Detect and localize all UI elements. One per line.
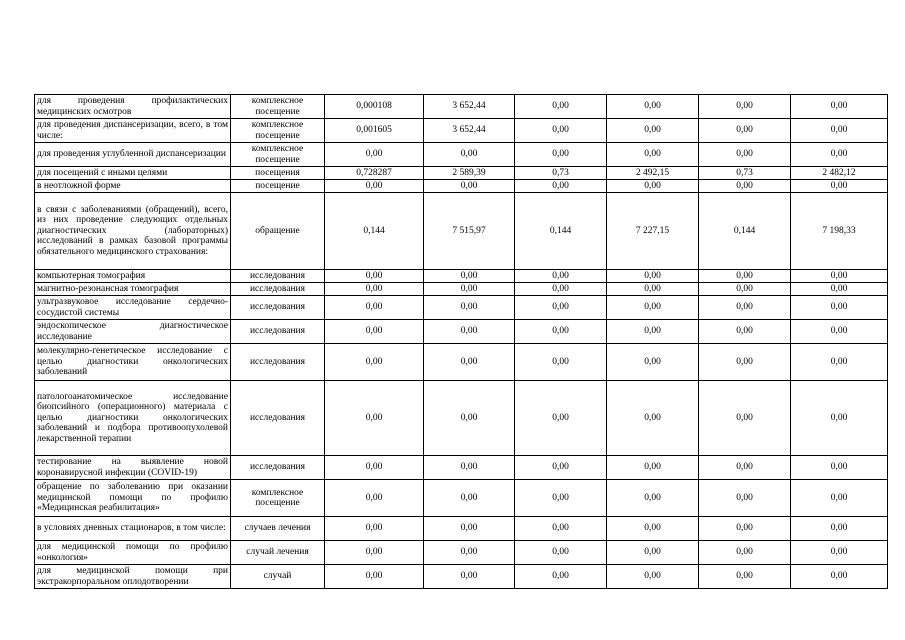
value-cell: 0,00: [515, 517, 607, 541]
value-cell: 0,00: [607, 296, 699, 320]
value-cell: 0,00: [607, 541, 699, 565]
value-cell: 3 652,44: [424, 95, 515, 119]
value-cell: 0,00: [424, 283, 515, 296]
value-cell: 0,00: [515, 320, 607, 344]
unit-cell: посещение: [231, 180, 325, 193]
value-cell: 0,00: [424, 270, 515, 283]
value-cell: 0,00: [699, 381, 791, 456]
table-row: [35, 480, 888, 517]
value-cell: 0,00: [791, 381, 888, 456]
value-cell: 7 227,15: [607, 193, 699, 270]
row-name-cell: для посещений с иными целями: [35, 167, 231, 180]
value-cell: 0,00: [325, 320, 424, 344]
value-cell: 0,00: [699, 270, 791, 283]
table-row: [35, 541, 888, 565]
value-cell: 0,00: [699, 283, 791, 296]
row-name-cell: для медицинской помощи при экстракорпоральном оплодотворении: [35, 565, 231, 589]
value-cell: 0,00: [607, 565, 699, 589]
row-name-cell: для проведения диспансеризации, всего, в том числе:: [35, 119, 231, 143]
row-name-cell: эндоскопическое диагностическое исследование: [35, 320, 231, 344]
value-cell: 0,00: [515, 344, 607, 381]
unit-cell: исследования: [231, 270, 325, 283]
value-cell: 0,00: [515, 283, 607, 296]
table-row: [35, 95, 888, 119]
value-cell: 0,728287: [325, 167, 424, 180]
value-cell: 0,00: [424, 143, 515, 167]
value-cell: 0,00: [424, 565, 515, 589]
value-cell: 0,00: [325, 270, 424, 283]
value-cell: 0,00: [791, 344, 888, 381]
table-row: [35, 296, 888, 320]
value-cell: 0,00: [607, 270, 699, 283]
unit-cell: посещения: [231, 167, 325, 180]
value-cell: 0,00: [424, 541, 515, 565]
row-name-cell: молекулярно-генетическое исследование с целью диагностики онкологических заболеваний: [35, 344, 231, 381]
value-cell: 0,00: [791, 95, 888, 119]
value-cell: 0,00: [607, 143, 699, 167]
value-cell: 0,00: [424, 381, 515, 456]
row-name-cell: тестирование на выявление новой коронавирусной инфекции (COVID-19): [35, 456, 231, 480]
row-name-cell: магнитно-резонансная томография: [35, 283, 231, 296]
table-row: [35, 270, 888, 283]
value-cell: 0,00: [699, 296, 791, 320]
value-cell: 0,144: [325, 193, 424, 270]
value-cell: 0,00: [699, 180, 791, 193]
value-cell: 0,00: [515, 180, 607, 193]
value-cell: 0,00: [515, 456, 607, 480]
value-cell: 0,00: [607, 180, 699, 193]
value-cell: 0,00: [325, 456, 424, 480]
value-cell: 2 482,12: [791, 167, 888, 180]
table-row: [35, 456, 888, 480]
row-name-cell: для медицинской помощи по профилю «онкология»: [35, 541, 231, 565]
value-cell: 0,00: [607, 381, 699, 456]
unit-cell: комплексное посещение: [231, 480, 325, 517]
value-cell: 0,00: [699, 480, 791, 517]
value-cell: 0,00: [607, 119, 699, 143]
value-cell: 0,001605: [325, 119, 424, 143]
value-cell: 0,00: [699, 456, 791, 480]
value-cell: 0,00: [424, 180, 515, 193]
value-cell: 0,00: [791, 180, 888, 193]
table-row: [35, 381, 888, 456]
value-cell: 0,00: [424, 320, 515, 344]
value-cell: 0,00: [607, 283, 699, 296]
value-cell: 0,00: [791, 270, 888, 283]
value-cell: 0,00: [699, 517, 791, 541]
unit-cell: случай лечения: [231, 541, 325, 565]
value-cell: 0,00: [607, 320, 699, 344]
row-name-cell: обращение по заболеванию при оказании медицинской помощи по профилю «Медицинская реабилитация»: [35, 480, 231, 517]
value-cell: 0,00: [515, 480, 607, 517]
value-cell: 0,00: [699, 565, 791, 589]
value-cell: 7 515,97: [424, 193, 515, 270]
value-cell: 0,00: [699, 320, 791, 344]
unit-cell: исследования: [231, 344, 325, 381]
value-cell: 0,00: [424, 480, 515, 517]
unit-cell: исследования: [231, 283, 325, 296]
value-cell: 0,00: [607, 344, 699, 381]
unit-cell: случай: [231, 565, 325, 589]
value-cell: 0,144: [699, 193, 791, 270]
value-cell: 0,00: [515, 95, 607, 119]
value-cell: 0,00: [699, 119, 791, 143]
row-name-cell: в неотложной форме: [35, 180, 231, 193]
value-cell: 0,00: [791, 565, 888, 589]
value-cell: 0,00: [791, 517, 888, 541]
table-row: [35, 143, 888, 167]
value-cell: 0,00: [424, 456, 515, 480]
unit-cell: исследования: [231, 320, 325, 344]
value-cell: 0,00: [515, 381, 607, 456]
value-cell: 0,00: [515, 143, 607, 167]
value-cell: 0,00: [325, 381, 424, 456]
value-cell: 0,00: [325, 296, 424, 320]
value-cell: 2 492,15: [607, 167, 699, 180]
value-cell: 0,00: [791, 480, 888, 517]
value-cell: 0,00: [607, 517, 699, 541]
row-name-cell: компьютерная томография: [35, 270, 231, 283]
table-row: [35, 565, 888, 589]
value-cell: 0,00: [699, 95, 791, 119]
value-cell: 0,00: [325, 517, 424, 541]
value-cell: 0,00: [424, 344, 515, 381]
unit-cell: исследования: [231, 456, 325, 480]
value-cell: 0,73: [515, 167, 607, 180]
value-cell: 0,00: [325, 180, 424, 193]
value-cell: 0,00: [791, 456, 888, 480]
row-name-cell: для проведения профилактических медицинских осмотров: [35, 95, 231, 119]
value-cell: 0,00: [791, 143, 888, 167]
value-cell: 0,00: [699, 143, 791, 167]
value-cell: 0,00: [325, 480, 424, 517]
row-name-cell: в связи с заболеваниями (обращений), всего, из них проведение следующих отдельных диагностических (лабораторных) исследований в рамках базовой программы обязательного медицинского страхования:: [35, 193, 231, 270]
table-row: [35, 167, 888, 180]
row-name-cell: ультразвуковое исследование сердечно-сосудистой системы: [35, 296, 231, 320]
table-row: [35, 320, 888, 344]
table-row: [35, 193, 888, 270]
row-name-cell: в условиях дневных стационаров, в том числе:: [35, 517, 231, 541]
row-name-cell: патологоанатомическое исследование биопсийного (операционного) материала с целью диагностики онкологических заболеваний и подбора противоопухолевой лекарственной терапии: [35, 381, 231, 456]
row-name-cell: для проведения углубленной диспансеризации: [35, 143, 231, 167]
table-row: [35, 180, 888, 193]
unit-cell: комплексное посещение: [231, 95, 325, 119]
value-cell: 2 589,39: [424, 167, 515, 180]
medical-care-volume-table: [34, 94, 888, 589]
unit-cell: комплексное посещение: [231, 143, 325, 167]
value-cell: 0,00: [791, 119, 888, 143]
value-cell: 0,00: [607, 456, 699, 480]
value-cell: 0,00: [791, 541, 888, 565]
table-row: [35, 344, 888, 381]
value-cell: 0,00: [515, 119, 607, 143]
unit-cell: комплексное посещение: [231, 119, 325, 143]
value-cell: 0,00: [791, 320, 888, 344]
value-cell: 0,00: [325, 283, 424, 296]
value-cell: 0,00: [515, 270, 607, 283]
value-cell: 0,00: [325, 541, 424, 565]
unit-cell: обращение: [231, 193, 325, 270]
value-cell: 0,000108: [325, 95, 424, 119]
value-cell: 0,00: [607, 480, 699, 517]
value-cell: 0,00: [699, 541, 791, 565]
table-row: [35, 119, 888, 143]
value-cell: 0,00: [325, 344, 424, 381]
value-cell: 0,00: [515, 296, 607, 320]
value-cell: 0,00: [791, 296, 888, 320]
table-row: [35, 283, 888, 296]
value-cell: 0,00: [699, 344, 791, 381]
unit-cell: случаев лечения: [231, 517, 325, 541]
value-cell: 0,00: [515, 541, 607, 565]
value-cell: 0,73: [699, 167, 791, 180]
value-cell: 3 652,44: [424, 119, 515, 143]
table-row: [35, 517, 888, 541]
value-cell: 0,00: [424, 517, 515, 541]
value-cell: 7 198,33: [791, 193, 888, 270]
value-cell: 0,00: [791, 283, 888, 296]
unit-cell: исследования: [231, 296, 325, 320]
unit-cell: исследования: [231, 381, 325, 456]
value-cell: 0,00: [424, 296, 515, 320]
value-cell: 0,144: [515, 193, 607, 270]
value-cell: 0,00: [325, 143, 424, 167]
value-cell: 0,00: [325, 565, 424, 589]
value-cell: 0,00: [515, 565, 607, 589]
value-cell: 0,00: [607, 95, 699, 119]
